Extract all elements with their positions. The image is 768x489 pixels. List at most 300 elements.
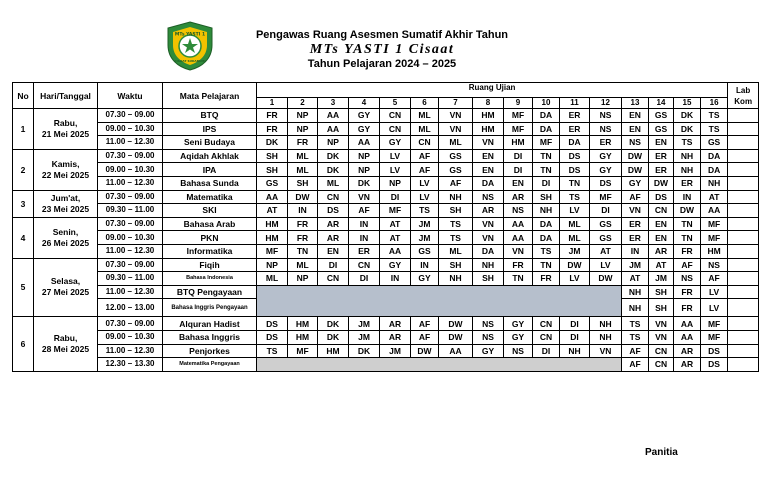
- table-row: [13, 204, 759, 218]
- proctor-cell: AR: [674, 344, 701, 358]
- proctor-cell: ML: [411, 109, 439, 123]
- proctor-cell: AT: [649, 258, 674, 272]
- session-subject: IPA: [163, 163, 257, 177]
- day-name: Senin,: [52, 226, 79, 237]
- session-subject: Bahasa Inggris: [163, 330, 257, 344]
- day-number: 5: [13, 258, 34, 317]
- proctor-cell: DS: [560, 163, 590, 177]
- session-subject: Bahasa Indonesia: [163, 272, 257, 286]
- proctor-cell: AT: [257, 204, 288, 218]
- proctor-cell: ER: [590, 136, 622, 150]
- proctor-cell: HM: [288, 317, 318, 331]
- day-date-cell: [34, 109, 98, 150]
- session-time: 12.00 – 13.00: [98, 299, 163, 317]
- proctor-cell: CN: [533, 317, 560, 331]
- proctor-cell: GY: [349, 122, 380, 136]
- table-row: [13, 163, 759, 177]
- proctor-cell: IN: [674, 190, 701, 204]
- proctor-cell: MF: [701, 317, 728, 331]
- room-number-1: 1: [257, 98, 288, 109]
- lab-kom-cell: [728, 317, 759, 331]
- proctor-cell: AR: [318, 217, 349, 231]
- day-date: 27 Mei 2025: [41, 287, 90, 298]
- proctor-cell: TS: [622, 330, 649, 344]
- session-time: 12.30 – 13.30: [98, 358, 163, 372]
- proctor-cell: HM: [288, 330, 318, 344]
- proctor-cell: ML: [560, 231, 590, 245]
- proctor-cell: AF: [622, 190, 649, 204]
- session-time: 09.30 – 11.00: [98, 272, 163, 286]
- proctor-cell: DA: [473, 176, 504, 190]
- proctor-cell: AA: [318, 109, 349, 123]
- proctor-cell: MF: [590, 190, 622, 204]
- proctor-cell: DS: [701, 358, 728, 372]
- day-number: 1: [13, 109, 34, 150]
- session-subject: Seni Budaya: [163, 136, 257, 150]
- session-time: 11.00 – 12.30: [98, 285, 163, 299]
- proctor-cell: DS: [701, 344, 728, 358]
- room-number-8: 8: [473, 98, 504, 109]
- proctor-cell: DW: [560, 258, 590, 272]
- proctor-cell: NP: [257, 258, 288, 272]
- table-row: [13, 217, 759, 231]
- day-date-cell: [34, 258, 98, 317]
- proctor-cell: SH: [649, 285, 674, 299]
- col-hari-header: Hari/Tanggal: [34, 83, 98, 109]
- proctor-cell: GY: [349, 109, 380, 123]
- room-number-15: 15: [674, 98, 701, 109]
- proctor-cell: VN: [649, 330, 674, 344]
- session-time: 07.30 – 09.00: [98, 109, 163, 123]
- proctor-cell: NH: [533, 204, 560, 218]
- proctor-cell: TS: [533, 244, 560, 258]
- proctor-cell: VN: [504, 244, 533, 258]
- session-subject: Informatika: [163, 244, 257, 258]
- proctor-cell: AA: [701, 204, 728, 218]
- proctor-cell: AF: [349, 204, 380, 218]
- proctor-cell: AF: [411, 317, 439, 331]
- proctor-cell: DA: [701, 163, 728, 177]
- session-subject: Penjorkes: [163, 344, 257, 358]
- lab-kom-cell: [728, 136, 759, 150]
- proctor-cell: DS: [560, 149, 590, 163]
- proctor-cell: AR: [380, 330, 411, 344]
- proctor-cell: ER: [649, 149, 674, 163]
- proctor-cell: CN: [411, 136, 439, 150]
- lab-kom-cell: [728, 299, 759, 317]
- proctor-cell: DI: [504, 163, 533, 177]
- proctor-cell: HM: [257, 231, 288, 245]
- proctor-cell: EN: [649, 217, 674, 231]
- proctor-cell: TS: [257, 344, 288, 358]
- proctor-cell: ML: [318, 176, 349, 190]
- proctor-cell: GS: [701, 136, 728, 150]
- proctor-cell: DI: [380, 190, 411, 204]
- proctor-cell: DA: [533, 231, 560, 245]
- proctor-cell: FR: [288, 217, 318, 231]
- proctor-cell: NS: [674, 272, 701, 286]
- session-subject: Bahasa Sunda: [163, 176, 257, 190]
- table-row: [13, 122, 759, 136]
- col-no-header: No: [13, 83, 34, 109]
- proctor-cell: CN: [649, 358, 674, 372]
- proctor-cell: LV: [560, 204, 590, 218]
- lab-kom-cell: [728, 358, 759, 372]
- proctor-cell: FR: [533, 272, 560, 286]
- lab-kom-cell: [728, 190, 759, 204]
- school-shield-logo: [166, 21, 214, 71]
- proctor-cell: DK: [349, 344, 380, 358]
- proctor-cell: AA: [674, 317, 701, 331]
- proctor-cell: DW: [622, 149, 649, 163]
- proctor-cell: GS: [649, 109, 674, 123]
- proctor-cell: DW: [590, 272, 622, 286]
- table-row: [13, 272, 759, 286]
- proctor-cell: DI: [560, 330, 590, 344]
- proctor-cell: MF: [701, 330, 728, 344]
- lab-kom-cell: [728, 163, 759, 177]
- table-row: [13, 317, 759, 331]
- proctor-cell: NS: [701, 258, 728, 272]
- proctor-cell: LV: [380, 149, 411, 163]
- proctor-cell: ER: [649, 163, 674, 177]
- session-subject: IPS: [163, 122, 257, 136]
- proctor-cell: DS: [318, 204, 349, 218]
- proctor-cell: EN: [622, 122, 649, 136]
- col-mapel-header: Mata Pelajaran: [163, 83, 257, 109]
- lab-kom-cell: [728, 109, 759, 123]
- proctor-cell: FR: [288, 231, 318, 245]
- proctor-cell: SH: [288, 176, 318, 190]
- proctor-cell: ML: [288, 149, 318, 163]
- col-waktu-header: Waktu: [98, 83, 163, 109]
- day-name: Jum'at,: [50, 192, 81, 203]
- proctor-cell: DK: [674, 109, 701, 123]
- proctor-cell: GY: [380, 258, 411, 272]
- session-time: 11.00 – 12.30: [98, 136, 163, 150]
- proctor-cell: MF: [701, 217, 728, 231]
- proctor-cell: NP: [318, 136, 349, 150]
- proctor-cell: NH: [701, 176, 728, 190]
- proctor-cell: TN: [288, 244, 318, 258]
- proctor-cell: FR: [257, 109, 288, 123]
- proctor-cell: AT: [380, 231, 411, 245]
- proctor-cell: DW: [439, 330, 473, 344]
- day-name: Rabu,: [53, 117, 78, 128]
- session-time: 07.30 – 09.00: [98, 149, 163, 163]
- proctor-cell: NS: [473, 317, 504, 331]
- proctor-cell: SH: [439, 204, 473, 218]
- proctor-cell: JM: [411, 217, 439, 231]
- proctor-cell: GS: [439, 163, 473, 177]
- proctor-cell: GS: [590, 231, 622, 245]
- proctor-cell: EN: [473, 163, 504, 177]
- logo-bottom-text: CISAAT SUKABUMI: [174, 59, 206, 63]
- proctor-cell: GY: [504, 317, 533, 331]
- proctor-cell: DI: [318, 258, 349, 272]
- day-date-cell: [34, 317, 98, 371]
- lab-kom-cell: [728, 149, 759, 163]
- proctor-cell: NP: [349, 149, 380, 163]
- proctor-cell: AF: [622, 344, 649, 358]
- proctor-cell: IN: [622, 244, 649, 258]
- proctor-cell: AA: [504, 217, 533, 231]
- session-time: 11.00 – 12.30: [98, 244, 163, 258]
- session-time: 11.00 – 12.30: [98, 344, 163, 358]
- day-date-cell: [34, 190, 98, 217]
- session-time: 09.00 – 10.30: [98, 231, 163, 245]
- proctor-cell: GY: [590, 149, 622, 163]
- empty-rooms-block: [257, 285, 622, 317]
- proctor-cell: NP: [380, 176, 411, 190]
- proctor-cell: NH: [473, 258, 504, 272]
- lab-kom-cell: [728, 217, 759, 231]
- proctor-cell: GS: [439, 149, 473, 163]
- session-time: 09.00 – 10.30: [98, 330, 163, 344]
- proctor-cell: EN: [318, 244, 349, 258]
- col-ruang-header: Ruang Ujian: [257, 83, 728, 98]
- day-number: 3: [13, 190, 34, 217]
- proctor-cell: VN: [439, 122, 473, 136]
- day-number: 4: [13, 217, 34, 258]
- proctor-cell: GY: [411, 272, 439, 286]
- session-subject: PKN: [163, 231, 257, 245]
- proctor-cell: NP: [288, 122, 318, 136]
- proctor-cell: HM: [473, 122, 504, 136]
- proctor-cell: AR: [380, 317, 411, 331]
- table-row: [13, 190, 759, 204]
- proctor-cell: ER: [560, 122, 590, 136]
- proctor-cell: TN: [560, 176, 590, 190]
- proctor-cell: LV: [380, 163, 411, 177]
- proctor-cell: AR: [473, 204, 504, 218]
- proctor-cell: HM: [473, 109, 504, 123]
- proctor-cell: LV: [411, 176, 439, 190]
- proctor-cell: JM: [349, 330, 380, 344]
- proctor-cell: AA: [504, 231, 533, 245]
- proctor-cell: EN: [504, 176, 533, 190]
- proctor-cell: DI: [349, 272, 380, 286]
- proctor-cell: TN: [533, 163, 560, 177]
- proctor-cell: DI: [560, 317, 590, 331]
- proctor-cell: NH: [622, 299, 649, 317]
- proctor-cell: DI: [533, 344, 560, 358]
- proctor-cell: NH: [674, 163, 701, 177]
- proctor-cell: TS: [622, 317, 649, 331]
- proctor-cell: FR: [674, 299, 701, 317]
- proctor-cell: DA: [533, 109, 560, 123]
- proctor-cell: AA: [674, 330, 701, 344]
- proctor-cell: SH: [649, 299, 674, 317]
- header-row: [13, 83, 759, 98]
- proctor-cell: AA: [257, 190, 288, 204]
- proctor-cell: HM: [701, 244, 728, 258]
- proctor-cell: IN: [288, 204, 318, 218]
- session-time: 09.00 – 10.30: [98, 163, 163, 177]
- proctor-cell: AT: [380, 217, 411, 231]
- proctor-cell: CN: [649, 204, 674, 218]
- proctor-cell: CN: [349, 258, 380, 272]
- proctor-cell: EN: [649, 136, 674, 150]
- proctor-cell: DI: [504, 149, 533, 163]
- proctor-cell: CN: [533, 330, 560, 344]
- table-row: [13, 258, 759, 272]
- proctor-cell: CN: [380, 109, 411, 123]
- proctor-cell: CN: [380, 122, 411, 136]
- proctor-cell: LV: [590, 258, 622, 272]
- room-number-12: 12: [590, 98, 622, 109]
- proctor-cell: ER: [622, 231, 649, 245]
- proctor-cell: MF: [504, 109, 533, 123]
- proctor-cell: IN: [411, 258, 439, 272]
- lab-kom-cell: [728, 244, 759, 258]
- proctor-cell: JM: [560, 244, 590, 258]
- proctor-cell: NS: [473, 190, 504, 204]
- proctor-cell: CN: [318, 272, 349, 286]
- proctor-cell: GS: [649, 122, 674, 136]
- day-date-cell: [34, 149, 98, 190]
- proctor-cell: ER: [349, 244, 380, 258]
- proctor-schedule-table: [12, 82, 759, 372]
- room-number-10: 10: [533, 98, 560, 109]
- proctor-cell: FR: [504, 258, 533, 272]
- proctor-cell: IN: [380, 272, 411, 286]
- proctor-cell: TS: [439, 217, 473, 231]
- room-number-11: 11: [560, 98, 590, 109]
- table-row: [13, 231, 759, 245]
- proctor-cell: EN: [473, 149, 504, 163]
- document-header: [222, 28, 542, 71]
- proctor-cell: GS: [590, 217, 622, 231]
- proctor-cell: AF: [674, 258, 701, 272]
- proctor-cell: SH: [533, 190, 560, 204]
- table-row: [13, 149, 759, 163]
- proctor-cell: AA: [349, 136, 380, 150]
- proctor-cell: TN: [533, 258, 560, 272]
- proctor-cell: DW: [674, 204, 701, 218]
- proctor-cell: DK: [318, 163, 349, 177]
- header-school-name: MTs YASTI 1 Cisaat: [309, 42, 455, 57]
- proctor-cell: ER: [622, 217, 649, 231]
- proctor-cell: DS: [649, 190, 674, 204]
- proctor-cell: NS: [622, 136, 649, 150]
- proctor-cell: GY: [590, 163, 622, 177]
- proctor-cell: MF: [504, 122, 533, 136]
- proctor-cell: DK: [318, 149, 349, 163]
- proctor-cell: NS: [504, 204, 533, 218]
- day-name: Rabu,: [53, 333, 78, 343]
- proctor-cell: AF: [411, 330, 439, 344]
- session-subject: Bahasa Arab: [163, 217, 257, 231]
- proctor-cell: DI: [590, 204, 622, 218]
- proctor-cell: JM: [649, 272, 674, 286]
- proctor-cell: NS: [590, 122, 622, 136]
- proctor-cell: NH: [439, 272, 473, 286]
- header-year: Tahun Pelajaran 2024 – 2025: [307, 58, 457, 70]
- room-number-2: 2: [288, 98, 318, 109]
- table-row: [13, 330, 759, 344]
- proctor-cell: ML: [257, 272, 288, 286]
- proctor-cell: HM: [318, 344, 349, 358]
- proctor-cell: VN: [439, 109, 473, 123]
- proctor-cell: NH: [439, 190, 473, 204]
- proctor-cell: AF: [411, 163, 439, 177]
- session-time: 07.30 – 09.00: [98, 258, 163, 272]
- lab-kom-cell: [728, 272, 759, 286]
- proctor-cell: GY: [380, 136, 411, 150]
- proctor-cell: VN: [473, 231, 504, 245]
- session-time: 09.00 – 10.30: [98, 122, 163, 136]
- room-number-3: 3: [318, 98, 349, 109]
- proctor-cell: NS: [473, 330, 504, 344]
- table-row: [13, 109, 759, 123]
- proctor-cell: DA: [473, 244, 504, 258]
- proctor-cell: ML: [560, 217, 590, 231]
- proctor-cell: DI: [533, 176, 560, 190]
- proctor-cell: TS: [701, 122, 728, 136]
- proctor-cell: AF: [439, 176, 473, 190]
- proctor-cell: VN: [473, 217, 504, 231]
- session-time: 09.30 – 11.00: [98, 204, 163, 218]
- session-subject: BTQ: [163, 109, 257, 123]
- proctor-cell: AR: [504, 190, 533, 204]
- logo-top-text: MTs YASTI 1: [174, 32, 206, 38]
- lab-kom-cell: [728, 204, 759, 218]
- table-row: [13, 285, 759, 299]
- session-subject: Alquran Hadist: [163, 317, 257, 331]
- day-date-cell: [34, 217, 98, 258]
- proctor-cell: GY: [622, 176, 649, 190]
- proctor-cell: DA: [533, 217, 560, 231]
- session-time: 11.00 – 12.30: [98, 176, 163, 190]
- proctor-cell: AA: [439, 344, 473, 358]
- session-time: 07.30 – 09.00: [98, 317, 163, 331]
- proctor-cell: SH: [257, 149, 288, 163]
- proctor-cell: VN: [622, 204, 649, 218]
- proctor-cell: DA: [533, 122, 560, 136]
- proctor-cell: DA: [701, 149, 728, 163]
- proctor-cell: AR: [318, 231, 349, 245]
- room-number-6: 6: [411, 98, 439, 109]
- day-name: Selasa,: [50, 276, 81, 287]
- proctor-cell: DW: [288, 190, 318, 204]
- session-time: 07.30 – 09.00: [98, 217, 163, 231]
- proctor-cell: SH: [439, 258, 473, 272]
- proctor-cell: DK: [318, 330, 349, 344]
- proctor-cell: NH: [674, 149, 701, 163]
- session-subject: Matematika Pengayaan: [163, 358, 257, 372]
- proctor-cell: AA: [318, 122, 349, 136]
- proctor-cell: NS: [504, 344, 533, 358]
- proctor-cell: AT: [622, 272, 649, 286]
- day-date: 22 Mei 2025: [41, 169, 90, 180]
- proctor-cell: AF: [622, 358, 649, 372]
- proctor-cell: MF: [288, 344, 318, 358]
- proctor-cell: AF: [411, 149, 439, 163]
- proctor-cell: NP: [288, 272, 318, 286]
- proctor-cell: EN: [649, 231, 674, 245]
- proctor-cell: AT: [701, 190, 728, 204]
- proctor-cell: HM: [504, 136, 533, 150]
- table-row: [13, 358, 759, 372]
- proctor-cell: GY: [504, 330, 533, 344]
- room-number-13: 13: [622, 98, 649, 109]
- proctor-cell: NS: [590, 109, 622, 123]
- proctor-cell: AF: [701, 272, 728, 286]
- proctor-cell: ER: [674, 176, 701, 190]
- proctor-cell: DK: [349, 176, 380, 190]
- proctor-cell: TS: [439, 231, 473, 245]
